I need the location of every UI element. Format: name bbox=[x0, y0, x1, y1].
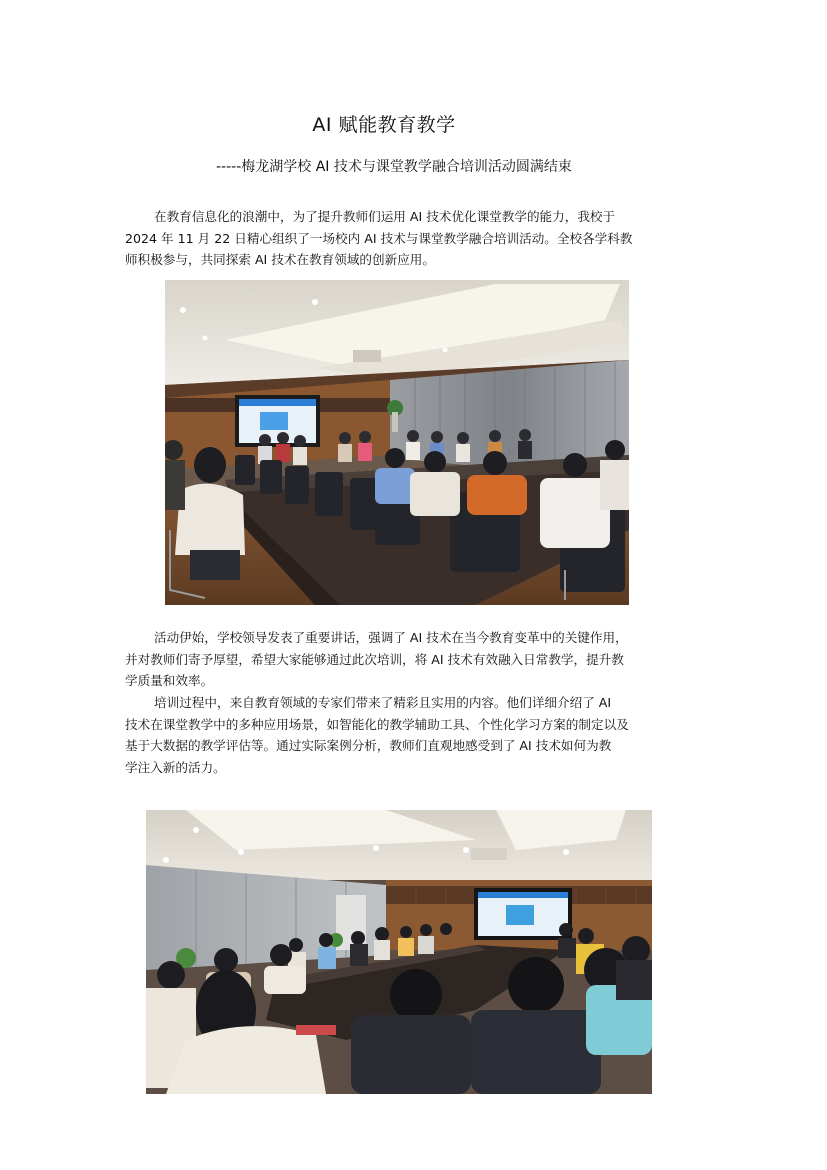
paragraph-line: 培训过程中，来自教育领域的专家们带来了精彩且实用的内容。他们详细介绍了 AI bbox=[154, 695, 612, 710]
paragraph-line: 学注入新的活力。 bbox=[125, 759, 226, 775]
paragraph-line: 技术在课堂教学中的多种应用场景，如智能化的教学辅助工具、个性化学习方案的制定以及 bbox=[125, 716, 629, 732]
paragraph-line: 并对教师们寄予厚望，希望大家能够通过此次培训，将 AI 技术有效融入日常教学，提升教 bbox=[125, 651, 624, 667]
paragraph-opening bbox=[125, 627, 703, 692]
document-title: AI 赋能教育教学 bbox=[312, 114, 456, 136]
paragraph-line: 在教育信息化的浪潮中，为了提升教师们运用 AI 技术优化课堂教学的能力，我校于 bbox=[154, 209, 616, 224]
paragraph-line: 基于大数据的教学评估等。通过实际案例分析，教师们直观地感受到了 AI 技术如何为教 bbox=[125, 738, 612, 753]
training-photo-1 bbox=[165, 280, 629, 605]
paragraph-intro bbox=[125, 206, 703, 271]
document-subtitle: -----梅龙湖学校 AI 技术与课堂教学融合培训活动圆满结束 bbox=[216, 159, 572, 175]
paragraph-line: 师积极参与，共同探索 AI 技术在教育领域的创新应用。 bbox=[125, 252, 435, 267]
paragraph-line: 学质量和效率。 bbox=[125, 673, 214, 688]
paragraph-line: 活动伊始，学校领导发表了重要讲话，强调了 AI 技术在当今教育变革中的关键作用， bbox=[154, 630, 628, 645]
paragraph-line: 2024 年 11 月 22 日精心组织了一场校内 AI 技术与课堂教学融合培训活动。全校各学科教 bbox=[125, 230, 633, 246]
training-photo-2 bbox=[146, 810, 652, 1094]
paragraph-training bbox=[125, 692, 703, 778]
